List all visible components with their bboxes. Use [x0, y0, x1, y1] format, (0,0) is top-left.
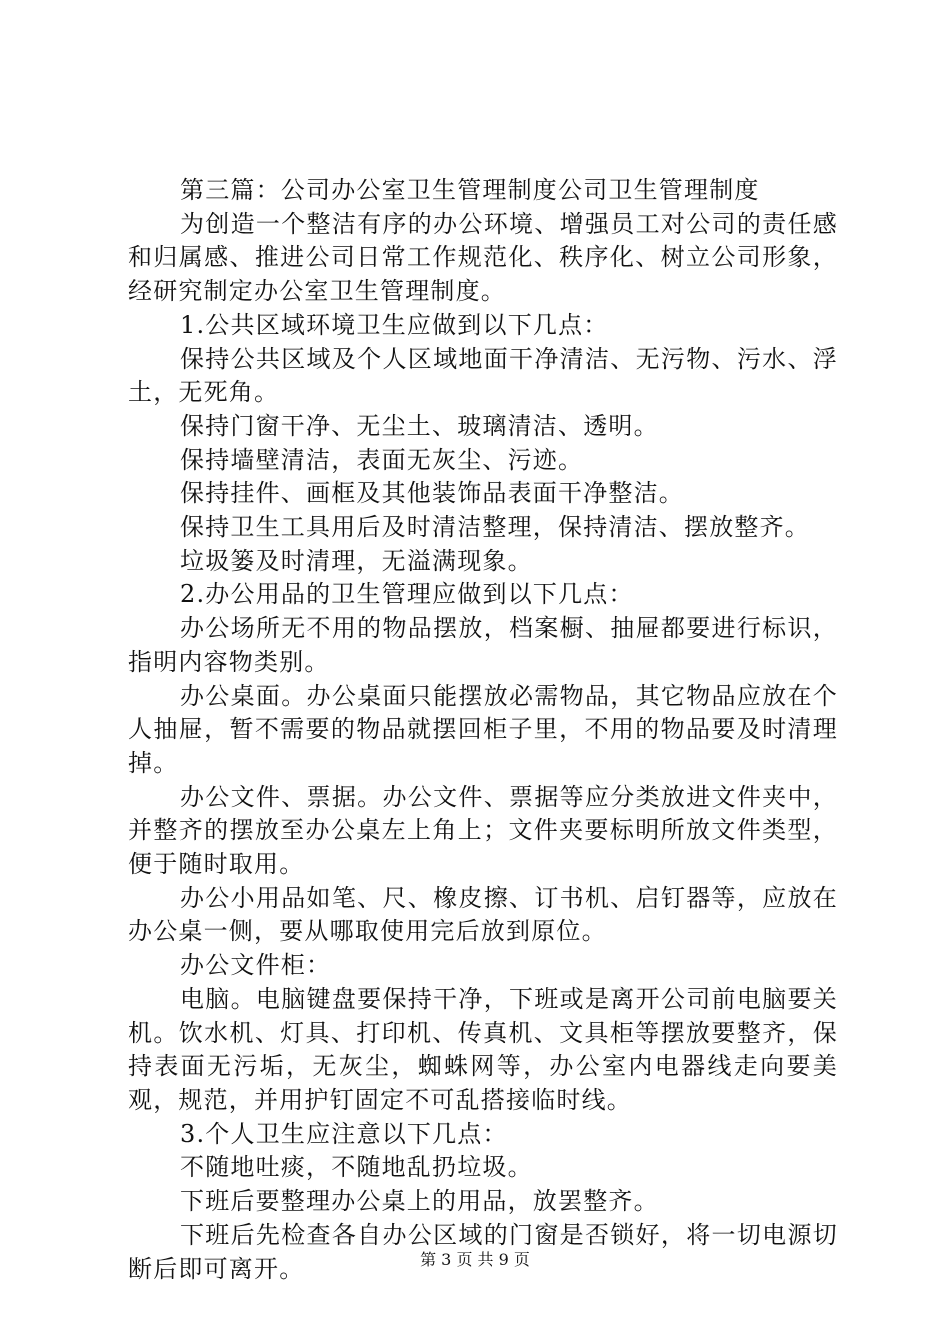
subsection-heading-1: 1.公共区域环境卫生应做到以下几点：: [180, 310, 609, 339]
intro-paragraph: 为创造一个整洁有序的办公环境、增强员工对公司的责任感和归属感、推进公司日常工作规范化、秩序化、树立公司形象，经研究制定办公室卫生管理制度。: [128, 209, 838, 306]
subsection-heading-2: 2.办公用品的卫生管理应做到以下几点：: [180, 580, 634, 609]
paragraph: 下班后先检查各自办公区域的门窗是否锁好，将一切电源切断后即可离开。: [128, 1220, 838, 1283]
document-body: [128, 174, 838, 1286]
paragraph: 办公桌面。办公桌面只能摆放必需物品，其它物品应放在个人抽屉，暂不需要的物品就摆回柜子里，不用的物品要及时清理掉。: [128, 681, 838, 777]
paragraph: 办公文件、票据。办公文件、票据等应分类放进文件夹中，并整齐的摆放至办公桌左上角上；文件夹要标明所放文件类型，便于随时取用。: [128, 782, 838, 879]
paragraph: 办公文件柜：: [180, 951, 332, 980]
paragraph: 电脑。电脑键盘要保持干净，下班或是离开公司前电脑要关机。饮水机、灯具、打印机、传真机、文具柜等摆放要整齐，保持表面无污垢，无灰尘，蜘蛛网等，办公室内电器线走向要美观，规范，并用护钉固定不可乱搭接临时线。: [128, 984, 838, 1114]
subsection-heading-3: 3.个人卫生应注意以下几点：: [180, 1119, 508, 1148]
paragraph: 保持卫生工具用后及时清洁整理，保持清洁、摆放整齐。: [180, 513, 810, 542]
paragraph: 保持门窗干净、无尘土、玻璃清洁、透明。: [180, 411, 659, 440]
paragraph: 办公场所无不用的物品摆放，档案橱、抽屉都要进行标识，指明内容物类别。: [128, 614, 838, 676]
paragraph: 不随地吐痰，不随地乱扔垃圾。: [180, 1153, 533, 1182]
paragraph: 下班后要整理办公桌上的用品，放罢整齐。: [180, 1187, 659, 1216]
paragraph: 保持墙壁清洁，表面无灰尘、污迹。: [180, 445, 584, 474]
paragraph: 保持公共区域及个人区域地面干净清洁、无污物、污水、浮土，无死角。: [128, 344, 838, 407]
paragraph: 保持挂件、画框及其他装饰品表面干净整洁。: [180, 479, 684, 508]
page-footer: 第 3 页 共 9 页: [420, 1250, 530, 1269]
paragraph: 垃圾篓及时清理，无溢满现象。: [180, 546, 533, 575]
paragraph: 办公小用品如笔、尺、橡皮擦、订书机、启钉器等，应放在办公桌一侧，要从哪取使用完后放到原位。: [128, 883, 838, 946]
section-title: 第三篇：公司办公室卫生管理制度公司卫生管理制度: [180, 176, 760, 204]
